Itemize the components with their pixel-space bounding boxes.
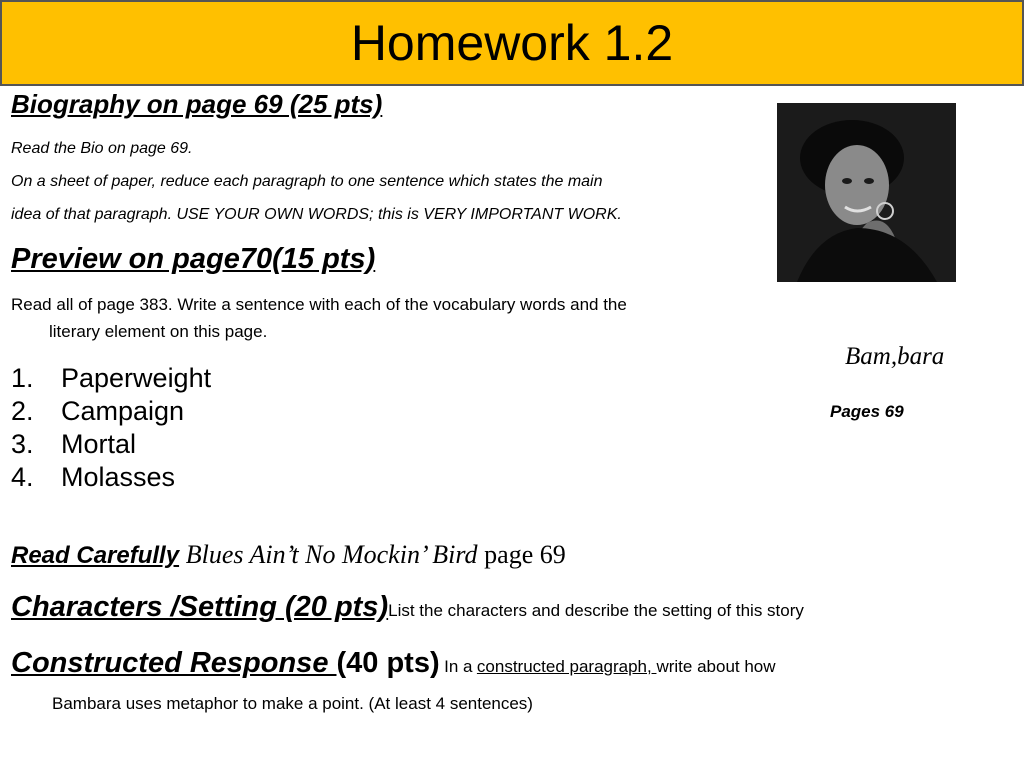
author-portrait-image: [777, 103, 956, 282]
constructed-response-line-2: Bambara uses metaphor to make a point. (At least 4 sentences): [52, 694, 533, 713]
author-pages: Pages 69: [830, 402, 904, 421]
slide-title-bar: [0, 0, 1024, 86]
characters-text: List the characters and describe the setting of this story: [388, 601, 804, 620]
list-item-word: Campaign: [61, 396, 185, 426]
slide-title: Homework 1.2: [350, 15, 674, 71]
biography-heading: Biography on page 69 (25 pts): [11, 89, 383, 119]
list-item-word: Molasses: [61, 462, 176, 492]
list-item: [11, 461, 211, 494]
list-item-number: 3.: [11, 429, 34, 459]
read-carefully-line: [11, 540, 566, 570]
author-photo: [777, 103, 956, 282]
list-item-word: Mortal: [61, 429, 137, 459]
preview-line-1: Read all of page 383. Write a sentence with each of the vocabulary words and the: [11, 295, 627, 314]
constructed-response-points: (40 pts): [336, 647, 440, 679]
list-item-number: 1.: [11, 363, 34, 393]
vocabulary-list: [11, 362, 211, 494]
characters-heading: Characters /Setting (20 pts): [11, 591, 389, 623]
list-item: [11, 362, 211, 395]
read-carefully-label: Read Carefully: [11, 542, 180, 569]
preview-line-2: literary element on this page.: [49, 322, 268, 341]
author-caption: Bam,bara: [845, 343, 945, 370]
constructed-response-heading: Constructed Response: [11, 647, 337, 679]
constructed-paragraph-term: constructed paragraph,: [476, 657, 657, 676]
list-item-number: 2.: [11, 396, 34, 426]
biography-line-2: On a sheet of paper, reduce each paragraph to one sentence which states the main: [11, 173, 603, 190]
biography-line-3: idea of that paragraph. USE YOUR OWN WORDS; this is VERY IMPORTANT WORK.: [11, 206, 622, 223]
constructed-response-intro: In a: [444, 657, 473, 676]
list-item: [11, 395, 211, 428]
story-title: Blues Ain’t No Mockin’ Bird: [185, 540, 478, 569]
story-page: page 69: [484, 540, 566, 569]
biography-line-1: Read the Bio on page 69.: [11, 140, 193, 157]
list-item-number: 4.: [11, 462, 34, 492]
constructed-response-line: [11, 647, 776, 680]
preview-heading: Preview on page70(15 pts): [11, 243, 376, 275]
list-item-word: Paperweight: [61, 363, 212, 393]
characters-line: [11, 591, 804, 624]
list-item: [11, 428, 211, 461]
constructed-response-text: write about how: [656, 657, 776, 676]
